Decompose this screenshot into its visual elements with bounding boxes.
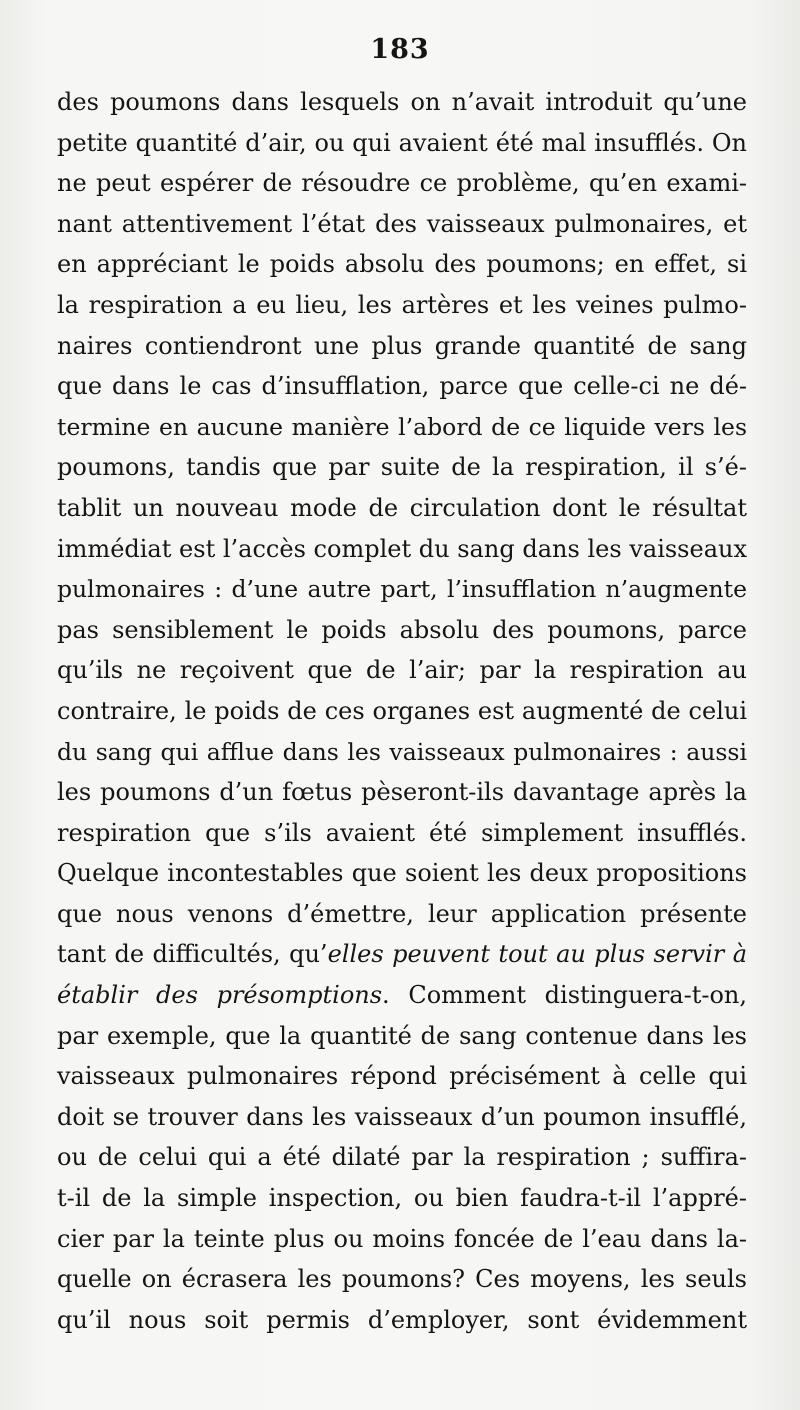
text-line: contraire, le poids de ces organes est augmenté de celui	[57, 696, 747, 725]
text-line: respiration que s’ils avaient été simplement insufflés.	[57, 818, 747, 847]
text-line: petite quantité d’air, ou qui avaient été mal insufflés. On	[57, 128, 747, 157]
line-roman-part: tant de difficultés, qu’	[57, 940, 328, 969]
text-line: cier par la teinte plus ou moins foncée de l’eau dans la-	[57, 1224, 747, 1253]
text-line: des poumons dans lesquels on n’avait introduit qu’une	[57, 88, 747, 116]
line-italic-part: établir des présomptions	[57, 981, 383, 1010]
text-line: par exemple, que la quantité de sang contenue dans les	[57, 1021, 747, 1050]
text-line-mixed	[57, 934, 747, 975]
text-line: quelle on écrasera les poumons? Ces moyens, les seuls	[57, 1265, 747, 1294]
text-line: pulmonaires : d’une autre part, l’insufflation n’augmente	[57, 575, 747, 604]
line-italic-part: elles peuvent tout au plus servir à	[327, 940, 748, 969]
text-line: ne peut espérer de résoudre ce problème, qu’en exami-	[57, 169, 747, 198]
line-roman-part: . Comment distinguera-t-on,	[382, 981, 747, 1010]
text-line: les poumons d’un fœtus pèseront-ils davantage après la	[57, 778, 747, 807]
text-line: immédiat est l’accès complet du sang dans les vaisseaux	[57, 534, 747, 563]
text-line: que dans le cas d’insufflation, parce que celle-ci ne dé-	[57, 372, 747, 401]
text-line: qu’il nous soit permis d’employer, sont évidemment	[57, 1305, 747, 1334]
text-line: termine en aucune manière l’abord de ce liquide vers les	[57, 412, 747, 441]
body-text	[57, 82, 747, 1340]
text-line: ou de celui qui a été dilaté par la respiration ; suffira-	[57, 1143, 747, 1172]
text-line: qu’ils ne reçoivent que de l’air; par la respiration au	[57, 656, 747, 685]
text-line: t-il de la simple inspection, ou bien faudra-t-il l’appré-	[57, 1184, 747, 1213]
text-line: doit se trouver dans les vaisseaux d’un poumon insufflé,	[57, 1102, 747, 1131]
text-line-mixed	[57, 975, 747, 1016]
text-line: tablit un nouveau mode de circulation dont le résultat	[57, 493, 747, 522]
text-line: que nous venons d’émettre, leur application présente	[57, 899, 747, 928]
text-line: Quelque incontestables que soient les deux propositions	[57, 859, 747, 888]
text-line: la respiration a eu lieu, les artères et les veines pulmo-	[57, 290, 747, 319]
text-line: en appréciant le poids absolu des poumons; en effet, si	[57, 250, 747, 279]
text-line: pas sensiblement le poids absolu des poumons, parce	[57, 615, 747, 644]
text-line: du sang qui afflue dans les vaisseaux pulmonaires : aussi	[57, 737, 747, 766]
text-line: naires contiendront une plus grande quantité de sang	[57, 331, 747, 360]
text-line: nant attentivement l’état des vaisseaux pulmonaires, et	[57, 209, 747, 238]
text-line: poumons, tandis que par suite de la respiration, il s’é-	[57, 453, 747, 482]
page-number: 183	[370, 34, 430, 65]
text-line: vaisseaux pulmonaires répond précisément à celle qui	[57, 1062, 747, 1091]
